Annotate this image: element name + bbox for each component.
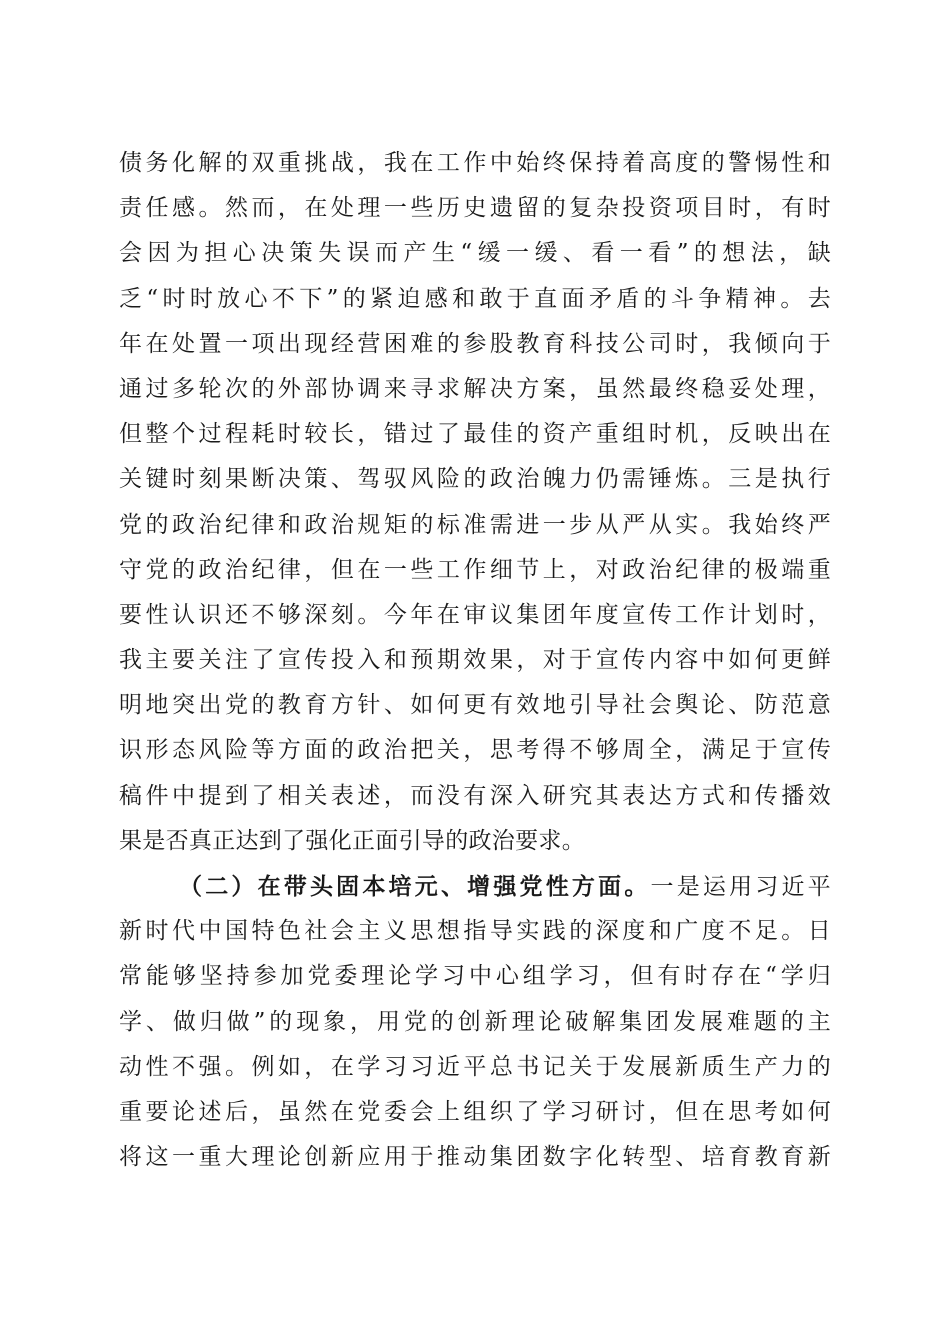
text-line: 我主要关注了宣传投入和预期效果，对于宣传内容中如何更鲜 <box>119 647 831 674</box>
text-line: 乏“时时放心不下”的紧迫感和敢于直面矛盾的斗争精神。去 <box>119 285 831 312</box>
paragraph-2-first-line <box>119 864 831 909</box>
document-body <box>119 141 831 1180</box>
text-line: 果是否真正达到了强化正面引导的政治要求。 <box>119 827 585 854</box>
text-line: 党的政治纪律和政治规矩的标准需进一步从严从实。我始终严 <box>119 511 831 538</box>
heading-continuation: 一是运用习近平 <box>650 874 831 900</box>
text-line: 动性不强。例如，在学习习近平总书记关于发展新质生产力的 <box>119 1053 831 1080</box>
text-line: 年在处置一项出现经营困难的参股教育科技公司时，我倾向于 <box>119 330 831 357</box>
paragraph-1 <box>119 141 831 864</box>
text-line: 稿件中提到了相关表述，而没有深入研究其表达方式和传播效 <box>119 782 831 809</box>
text-line: 识形态风险等方面的政治把关，思考得不够周全，满足于宣传 <box>119 737 831 764</box>
text-line: 会因为担心决策失误而产生“缓一缓、看一看”的想法，缺 <box>119 240 831 267</box>
text-line: 常能够坚持参加党委理论学习中心组学习，但有时存在“学归 <box>119 963 831 990</box>
section-heading: （二）在带头固本培元、增强党性方面。 <box>179 873 651 900</box>
text-line: 将这一重大理论创新应用于推动集团数字化转型、培育教育新 <box>119 1144 831 1171</box>
text-line: 明地突出党的教育方针、如何更有效地引导社会舆论、防范意 <box>119 692 831 719</box>
text-line: 关键时刻果断决策、驾驭风险的政治魄力仍需锤炼。三是执行 <box>119 466 831 493</box>
text-line: 守党的政治纪律，但在一些工作细节上，对政治纪律的极端重 <box>119 556 831 583</box>
text-line: 通过多轮次的外部协调来寻求解决方案，虽然最终稳妥处理， <box>119 375 831 402</box>
text-line: 新时代中国特色社会主义思想指导实践的深度和广度不足。日 <box>119 918 831 945</box>
text-line: 学、做归做”的现象，用党的创新理论破解集团发展难题的主 <box>119 1008 831 1035</box>
paragraph-2 <box>119 864 831 1180</box>
text-line: 要性认识还不够深刻。今年在审议集团年度宣传工作计划时， <box>119 601 831 628</box>
text-line: 责任感。然而，在处理一些历史遗留的复杂投资项目时，有时 <box>119 195 831 222</box>
text-line: 但整个过程耗时较长，错过了最佳的资产重组时机，反映出在 <box>119 421 831 448</box>
text-line: 债务化解的双重挑战，我在工作中始终保持着高度的警惕性和 <box>119 150 831 176</box>
text-line: 重要论述后，虽然在党委会上组织了学习研讨，但在思考如何 <box>119 1098 831 1125</box>
